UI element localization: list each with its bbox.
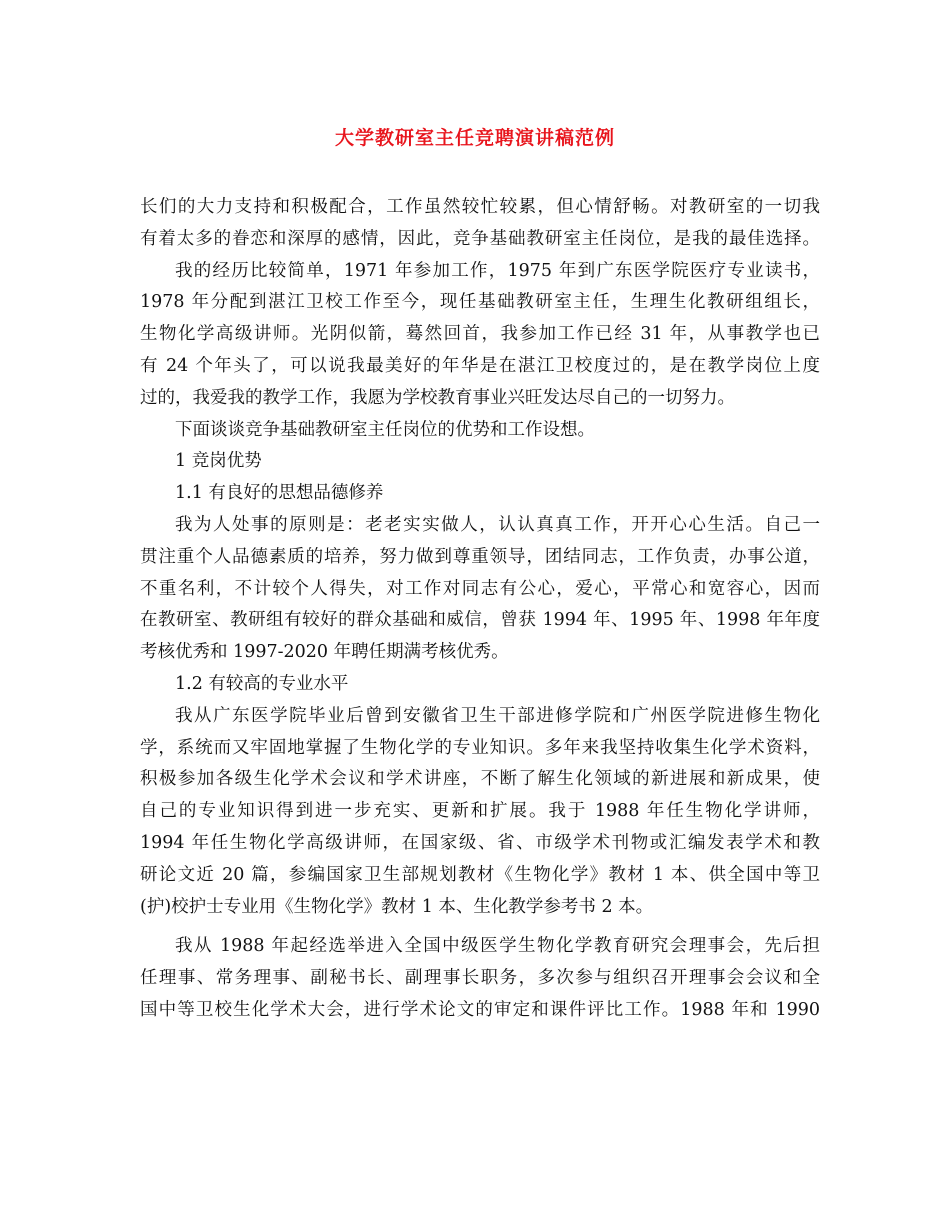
text-line: 贯注重个人品德素质的培养，努力做到尊重领导，团结同志，工作负责，办事公道，	[140, 546, 820, 567]
text-line: 有 24 个年头了，可以说我最美好的年华是在湛江卫校度过的，是在教学岗位上度	[140, 355, 820, 376]
section-heading: 1 竞岗优势	[175, 451, 262, 472]
text-line: 我的经历比较简单，1971 年参加工作，1975 年到广东医学院医疗专业读书，	[175, 260, 820, 281]
text-line: 1994 年任生物化学高级讲师，在国家级、省、市级学术刊物或汇编发表学术和教	[140, 832, 820, 853]
subsection-heading: 1.2 有较高的专业水平	[175, 673, 349, 694]
text-line: 研论文近 20 篇，参编国家卫生部规划教材《生物化学》教材 1 本、供全国中等卫	[140, 864, 820, 885]
text-line: 学，系统而又牢固地掌握了生物化学的专业知识。多年来我坚持收集生化学术资料，	[140, 737, 820, 758]
text-line: 我从 1988 年起经选举进入全国中级医学生物化学教育研究会理事会，先后担	[175, 936, 820, 957]
text-line: 在教研室、教研组有较好的群众基础和威信，曾获 1994 年、1995 年、1998 年年度	[140, 610, 820, 631]
document-title: 大学教研室主任竞聘演讲稿范例	[334, 127, 615, 149]
text-line: 我从广东医学院毕业后曾到安徽省卫生干部进修学院和广州医学院进修生物化	[175, 705, 820, 726]
text-line: 不重名利，不计较个人得失，对工作对同志有公心，爱心，平常心和宽容心，因而	[140, 578, 820, 599]
text-line: 我为人处事的原则是：老老实实做人，认认真真工作，开开心心生活。自己一	[175, 514, 820, 535]
text-line: 积极参加各级生化学术会议和学术讲座，不断了解生化领域的新进展和新成果，使	[140, 769, 820, 790]
text-line: 生物化学高级讲师。光阴似箭，蓦然回首，我参加工作已经 31 年，从事教学也已	[140, 324, 820, 345]
text-line: (护)校护士专业用《生物化学》教材 1 本、生化教学参考书 2 本。	[140, 896, 654, 917]
text-line: 1978 年分配到湛江卫校工作至今，现任基础教研室主任，生理生化教研组组长，	[140, 292, 820, 313]
document-body	[140, 192, 820, 1027]
text-line: 长们的大力支持和积极配合，工作虽然较忙较累，但心情舒畅。对教研室的一切我	[140, 197, 820, 217]
text-line: 考核优秀和 1997-2020 年聘任期满考核优秀。	[140, 642, 509, 663]
paragraph-gap	[140, 923, 820, 931]
text-line: 任理事、常务理事、副秘书长、副理事长职务，多次参与组织召开理事会会议和全	[140, 968, 820, 989]
text-line: 过的，我爱我的教学工作，我愿为学校教育事业兴旺发达尽自己的一切努力。	[140, 387, 735, 408]
subsection-heading: 1.1 有良好的思想品德修养	[175, 483, 384, 504]
text-line: 自己的专业知识得到进一步充实、更新和扩展。我于 1988 年任生物化学讲师，	[140, 801, 820, 822]
text-line: 国中等卫校生化学术大会，进行学术论文的审定和课件评比工作。1988 年和 1990	[140, 999, 820, 1020]
text-line: 有着太多的眷恋和深厚的感情，因此，竞争基础教研室主任岗位，是我的最佳选择。	[140, 228, 820, 249]
text-line: 下面谈谈竞争基础教研室主任岗位的优势和工作设想。	[175, 419, 595, 440]
